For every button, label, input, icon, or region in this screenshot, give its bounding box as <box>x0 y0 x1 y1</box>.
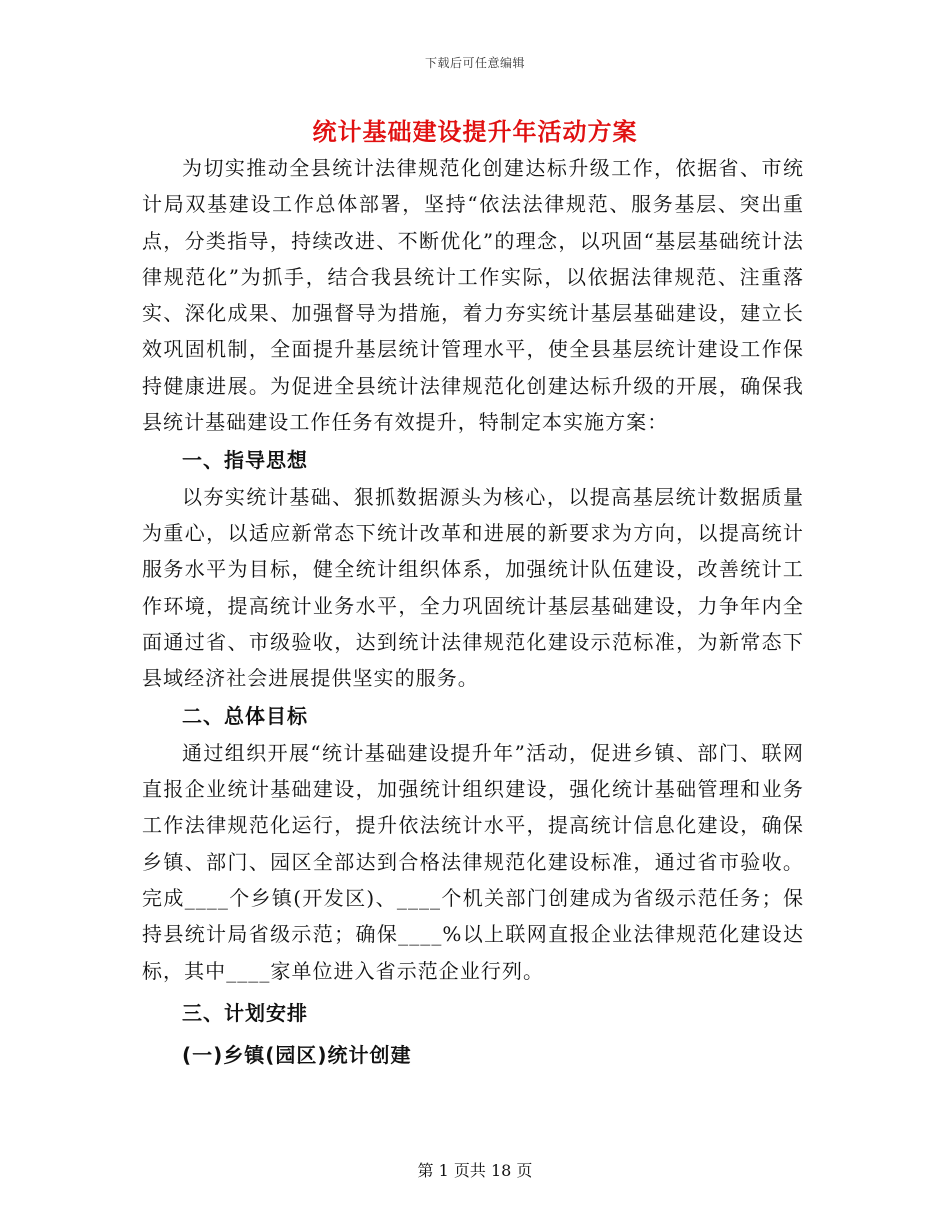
document-body <box>142 150 804 1073</box>
section-heading-overall-goal: 二、总体目标 <box>182 704 308 729</box>
document-title: 统计基础建设提升年活动方案 <box>312 117 638 146</box>
page-footer: 第 1 页共 18 页 <box>417 1161 533 1180</box>
overall-goal-paragraph: 通过组织开展“统计基础建设提升年”活动，促进乡镇、部门、联网直报企业统计基础建设，加强统计组织建设，强化统计基础管理和业务工作法律规范化运行，提升依法统计水平，提高统计信息化建设，确保乡镇、部门、园区全部达到合格法律规范化建设标准，通过省市验收。完成____个乡镇(开发区)、____个机关部门创建成为省级示范任务；保持县统计局省级示范；确保____%以上联网直报企业法律规范化建设达标，其中____家单位进入省示范企业行列。 <box>142 740 804 983</box>
header-note: 下载后可任意编辑 <box>424 56 525 70</box>
intro-paragraph: 为切实推动全县统计法律规范化创建达标升级工作，依据省、市统计局双基建设工作总体部署，坚持“依法法律规范、服务基层、突出重点，分类指导，持续改进、不断优化”的理念，以巩固“基层基础统计法律规范化”为抓手，结合我县统计工作实际，以依据法律规范、注重落实、深化成果、加强督导为措施，着力夯实统计基层基础建设，建立长效巩固机制，全面提升基层统计管理水平，使全县基层统计建设工作保持健康进展。为促进全县统计法律规范化创建达标升级的开展，确保我县统计基础建设工作任务有效提升，特制定本实施方案： <box>142 156 804 435</box>
section-heading-guiding-ideology: 一、指导思想 <box>182 448 308 473</box>
guiding-ideology-paragraph: 以夯实统计基础、狠抓数据源头为核心，以提高基层统计数据质量为重心，以适应新常态下统计改革和进展的新要求为方向，以提高统计服务水平为目标，健全统计组织体系，加强统计队伍建设，改善统计工作环境，提高统计业务水平，全力巩固统计基层基础建设，力争年内全面通过省、市级验收，达到统计法律规范化建设示范标准，为新常态下县域经济社会进展提供坚实的服务。 <box>142 484 804 691</box>
subsection-heading-township: (一)乡镇(园区)统计创建 <box>182 1043 412 1068</box>
section-heading-plan: 三、计划安排 <box>182 1000 308 1025</box>
